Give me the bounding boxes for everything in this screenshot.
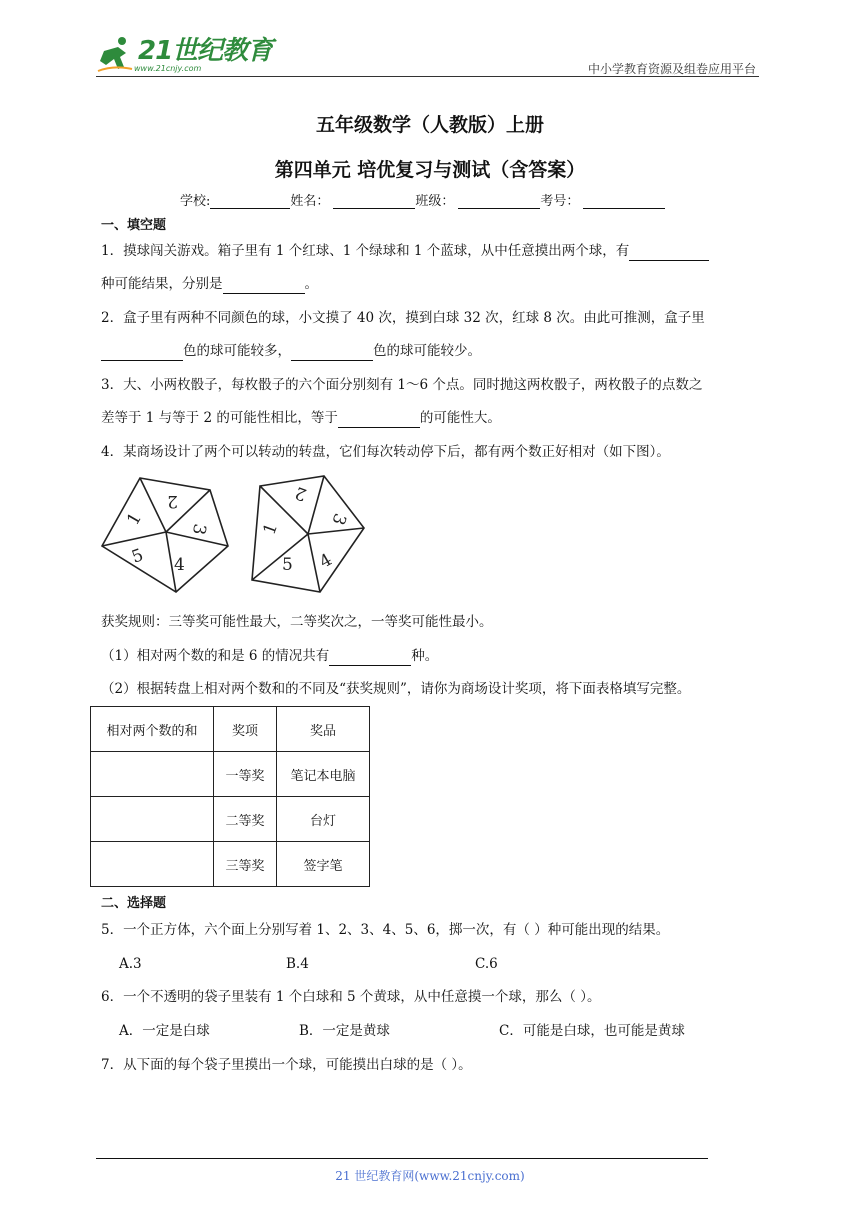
q4-line1: 4．某商场设计了两个可以转动的转盘，它们每次转动停下后，都有两个数正好相对（如下图）。 [101,444,670,460]
footer-divider [96,1158,708,1159]
number-blank[interactable] [583,208,665,209]
spinner-left [102,478,228,592]
q1-blank-results[interactable] [223,293,305,294]
q2-line2 [101,341,481,361]
q4-sub1 [101,646,438,666]
student-info-line [180,190,665,209]
q3-text-3: 的可能性大。 [419,410,501,426]
header-divider [96,76,759,77]
q5-option-c[interactable]: C.6 [475,956,498,972]
spinner-right-4: 4 [316,549,336,573]
award-cell: 二等奖 [214,797,277,842]
award-cell: 三等奖 [214,842,277,887]
q1-line1 [101,241,709,261]
runner-icon [96,35,134,75]
q4-sub2: （2）根据转盘上相对两个数和的不同及“获奖规则”，请你为商场设计奖项，将下面表格填写完整。 [101,681,691,697]
spinner-left-3: 3 [187,522,210,537]
spinner-right-5: 5 [282,555,293,575]
q4-sub1-text: （1）相对两个数的和是 6 的情况共有 [101,648,330,664]
sum-cell-3[interactable] [91,842,214,887]
award-table [90,706,370,887]
q5-option-a[interactable]: A.3 [119,956,142,972]
name-label: 姓名： [290,194,330,209]
q2-blank-more[interactable] [101,360,183,361]
footer-link[interactable]: 21 世纪教育网(www.21cnjy.com) [335,1169,525,1183]
prize-cell: 台灯 [277,797,370,842]
prize-cell: 签字笔 [277,842,370,887]
q1-text: 1．摸球闯关游戏。箱子里有 1 个红球、1 个绿球和 1 个蓝球，从中任意摸出两个球，有 [101,243,630,259]
q3-text-2: 差等于 1 与等于 2 的可能性相比，等于 [101,410,338,426]
spinner-right-2: 2 [292,482,310,505]
q2-line1: 2．盒子里有两种不同颜色的球，小文摸了 40 次，摸到白球 32 次，红球 8 次。由此可推测，盒子里 [101,310,705,326]
number-label: 考号： [540,194,580,209]
table-row [91,752,370,797]
table-header: 奖品 [277,707,370,752]
logo-text: 21世纪教育 [138,35,273,66]
table-header: 奖项 [214,707,277,752]
q3-line1: 3．大、小两枚骰子，每枚骰子的六个面分别刻有 1～6 个点。同时抛这两枚骰子，两枚骰子的点数之 [101,377,703,393]
q4-sub1-blank[interactable] [329,665,411,666]
q4-rule: 获奖规则：三等奖可能性最大，二等奖次之，一等奖可能性最小。 [101,614,493,630]
page-title: 五年级数学（人教版）上册 [315,114,544,136]
class-blank[interactable] [458,208,540,209]
school-blank[interactable] [210,208,290,209]
table-header: 相对两个数的和 [91,707,214,752]
q3-blank[interactable] [338,427,420,428]
q6-option-a[interactable]: A．一定是白球 [119,1023,210,1039]
class-label: 班级： [415,194,455,209]
spinner-left-1: 1 [123,509,146,529]
logo-url: www.21cnjy.com [134,63,202,73]
sum-cell-1[interactable] [91,752,214,797]
page-subtitle: 第四单元 培优复习与测试（含答案） [274,159,586,181]
spinner-left-4: 4 [174,555,185,575]
table-row [91,842,370,887]
q1-text-2: 种可能结果，分别是 [101,276,223,292]
q6-stem: 6．一个不透明的袋子里装有 1 个白球和 5 个黄球，从中任意摸一个球，那么（ ）。 [101,989,601,1005]
name-blank[interactable] [333,208,415,209]
q5-option-b[interactable]: B.4 [286,956,309,972]
sum-cell-2[interactable] [91,797,214,842]
spinner-left-5: 5 [129,545,147,568]
prize-cell: 笔记本电脑 [277,752,370,797]
school-label: 学校: [180,194,211,209]
table-header-row [91,707,370,752]
award-cell: 一等奖 [214,752,277,797]
q3-line2 [101,408,501,428]
q2-text-2: 色的球可能较多， [183,343,291,359]
q6-option-b[interactable]: B．一定是黄球 [299,1023,390,1039]
spinner-right-1: 1 [259,520,282,538]
q2-text-3: 色的球可能较少。 [373,343,481,359]
spinner-right-3: 3 [327,510,350,528]
table-row [91,797,370,842]
platform-tagline: 中小学教育资源及组卷应用平台 [587,62,756,76]
q7-stem: 7．从下面的每个袋子里摸出一个球，可能摸出白球的是（ ）。 [101,1057,472,1073]
q1-line2 [101,274,318,294]
spinner-left-2: 2 [167,491,178,511]
q6-option-c[interactable]: C．可能是白球，也可能是黄球 [499,1023,685,1039]
section-multiple-choice: 二、选择题 [101,896,167,911]
section-fill-blank: 一、填空题 [101,218,167,233]
q5-stem: 5．一个正方体，六个面上分别写着 1、2、3、4、5、6，掷一次，有（ ）种可能出现的结果。 [101,922,670,938]
q2-blank-less[interactable] [291,360,373,361]
site-logo [96,34,272,76]
q4-sub1-text-2: 种。 [411,648,439,664]
q1-blank-count[interactable] [629,260,709,261]
spinner-figures [96,470,416,600]
q1-text-3: 。 [304,276,318,292]
